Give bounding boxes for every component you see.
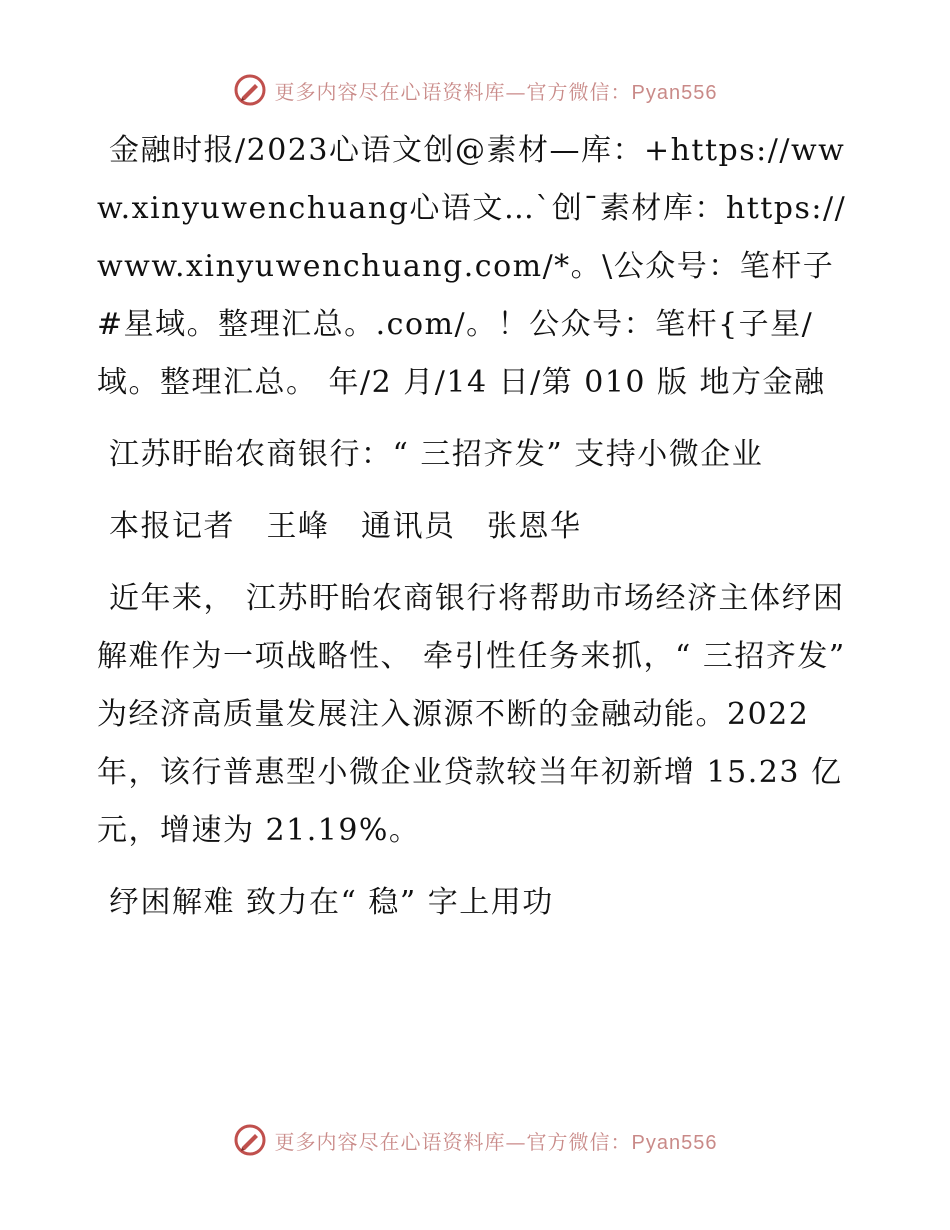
body-paragraph: 近年来， 江苏盱眙农商银行将帮助市场经济主体纾困解难作为一项战略性、 牵引性任务来抓，“ 三招齐发” 为经济高质量发展注入源源不断的金融动能。2022 年，该行普惠型小微企业贷款较当年初新增 15.23 亿元，增速为 21.19%。 [97, 581, 846, 848]
document-body [97, 122, 855, 946]
pen-logo-icon [233, 73, 267, 107]
byline: 本报记者 王峰 通讯员 张恩华 [109, 509, 582, 544]
pen-logo-icon [233, 1123, 267, 1157]
watermark-banner-bottom [0, 1120, 950, 1160]
watermark-banner-top [0, 70, 950, 110]
section-heading: 纾困解难 致力在“ 稳” 字上用功 [109, 885, 554, 920]
watermark-text: 更多内容尽在心语资料库—官方微信：Pyan556 [274, 1129, 718, 1154]
watermark-text: 更多内容尽在心语资料库—官方微信：Pyan556 [274, 79, 718, 104]
header-paragraph: 金融时报/2023心语文创@素材—库：+https://www.xinyuwenchuang心语文…`创¯素材库：https://www.xinyuwenchuang.com/*。\公众号：笔杆子#星域。整理汇总。.com/。！公众号：笔杆{子星/域。整理汇总。 年/2 月/14 日/第 010 版 地方金融 [97, 133, 847, 400]
article-title: 江苏盱眙农商银行：“ 三招齐发” 支持小微企业 [109, 437, 764, 472]
